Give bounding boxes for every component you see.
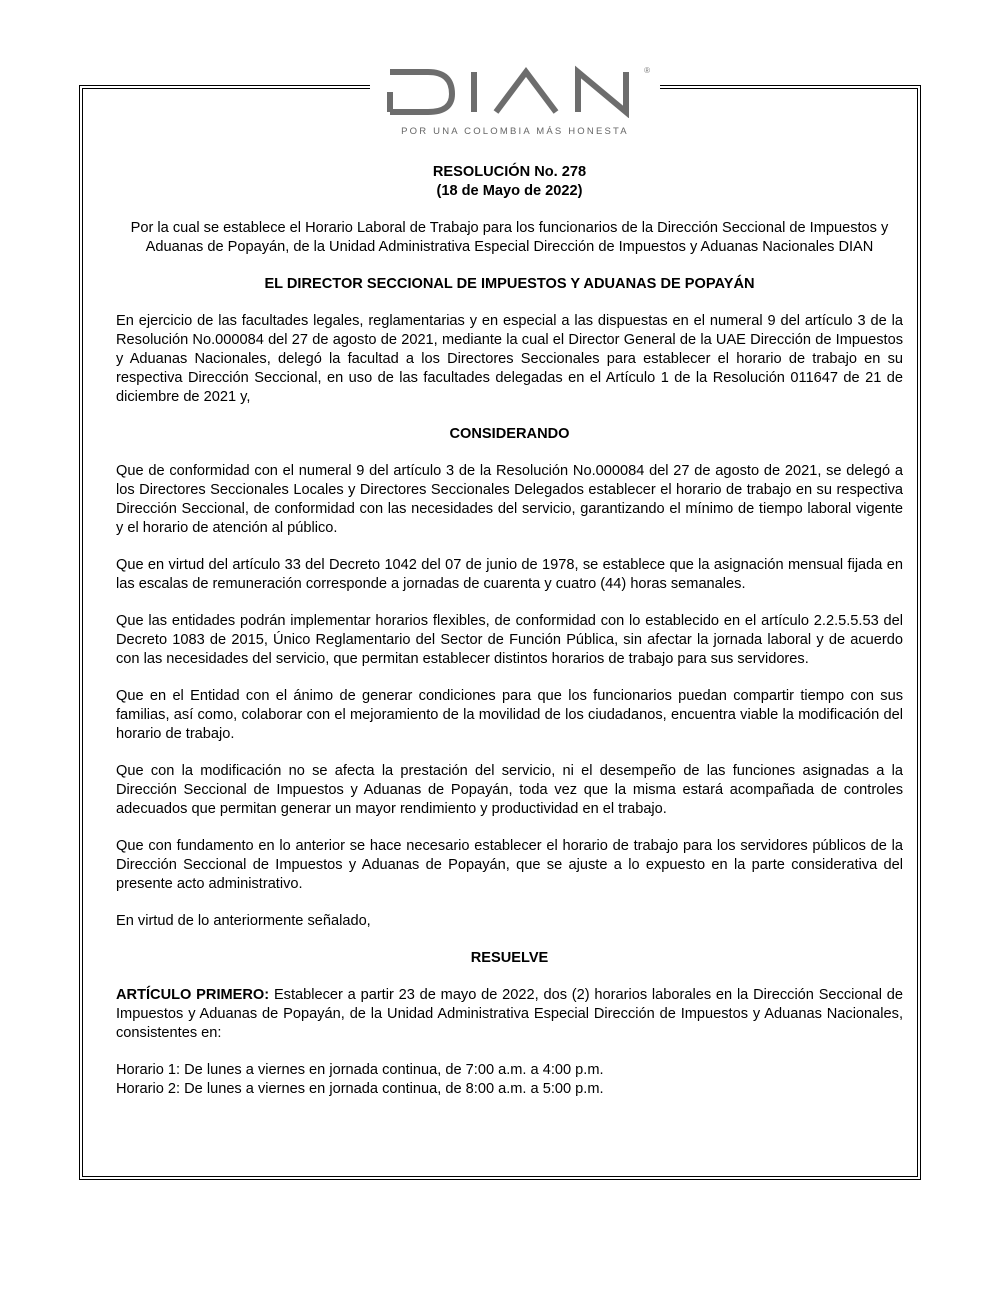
preamble-paragraph: En ejercicio de las facultades legales, reglamentarias y en especial a las dispuestas en el numeral 9 del artículo 3 de la Resolución No.000084 del 27 de agosto de 2021, mediante la cual el Director General de la UAE Dirección de Impuestos y Aduanas Nacionales, delegó la facultad a los Directores Seccionales para establecer el horario de trabajo en su respectiva Dirección Seccional, en uso de las facultades delegadas en el Artículo 1 de la Resolución 011647 de 21 de diciembre de 2021 y,	[116, 313, 903, 405]
logo-tagline: POR UNA COLOMBIA MÁS HONESTA	[401, 126, 629, 137]
article-label: ARTÍCULO PRIMERO:	[116, 987, 270, 1003]
resolution-title: RESOLUCIÓN No. 278	[432, 164, 587, 180]
horario-1: Horario 1: De lunes a viernes en jornada continua, de 7:00 a.m. a 4:00 p.m.	[116, 1062, 604, 1078]
considerando-paragraph: Que las entidades podrán implementar horarios flexibles, de conformidad con lo establecido en el artículo 2.2.5.5.53 del Decreto 1083 de 2015, Único Reglamentario del Sector de Función Pública, sin afectar la jornada laboral y de acuerdo con las necesidades del servicio, que permitan establecer distintos horarios de trabajo para sus servidores.	[116, 613, 903, 667]
resolution-date: (18 de Mayo de 2022)	[436, 183, 583, 199]
considerando-paragraph: Que con la modificación no se afecta la prestación del servicio, ni el desempeño de las funciones asignadas a la Dirección Seccional de Impuestos y Aduanas de Popayán, toda vez que la misma estará acompañada de controles adecuados que permitan generar un mayor rendimiento y productividad en el trabajo.	[116, 763, 903, 817]
article-text: Establecer a partir 23 de mayo de 2022, dos (2) horarios laborales en la Dirección Seccional de Impuestos y Aduanas de Popayán, de la Unidad Administrativa Especial Dirección de Impuestos y Aduanas Nacionales, consistentes en:	[116, 987, 903, 1041]
considerando-paragraph: Que con fundamento en lo anterior se hace necesario establecer el horario de trabajo para los servidores públicos de la Dirección Seccional de Impuestos y Aduanas de Popayán, que se ajuste a lo expuesto en la parte considerativa del presente acto administrativo.	[116, 838, 903, 892]
article-primero	[116, 986, 903, 1043]
registered-mark: ®	[644, 66, 650, 75]
authority-heading: EL DIRECTOR SECCIONAL DE IMPUESTOS Y ADUANAS DE POPAYÁN	[264, 276, 755, 292]
considerando-heading: CONSIDERANDO	[449, 426, 570, 442]
resolution-summary: Por la cual se establece el Horario Laboral de Trabajo para los funcionarios de la Dirección Seccional de Impuestos y Aduanas de Popayán, de la Unidad Administrativa Especial Dirección de Impuestos y Aduanas Nacionales DIAN	[130, 220, 889, 255]
dian-wordmark-icon	[380, 62, 650, 118]
considerando-paragraph: Que en virtud del artículo 33 del Decreto 1042 del 07 de junio de 1978, se establece que la asignación mensual fijada en las escalas de remuneración corresponde a jornadas de cuarenta y cuatro (44) horas semanales.	[116, 557, 903, 592]
dian-logo	[370, 62, 660, 142]
considerando-closing: En virtud de lo anteriormente señalado,	[116, 913, 371, 929]
resolution-body	[116, 163, 903, 1099]
considerando-paragraph: Que de conformidad con el numeral 9 del artículo 3 de la Resolución No.000084 del 27 de agosto de 2021, se delegó a los Directores Seccionales Locales y Directores Seccionales Delegados establecer el horario de trabajo en su respectiva Dirección Seccional, de conformidad con las necesidades del servicio, garantizando el mínimo de tiempo laboral vigente y el horario de atención al público.	[116, 463, 903, 536]
resuelve-heading: RESUELVE	[470, 950, 549, 966]
horario-2: Horario 2: De lunes a viernes en jornada continua, de 8:00 a.m. a 5:00 p.m.	[116, 1081, 604, 1097]
considerando-paragraph: Que en el Entidad con el ánimo de generar condiciones para que los funcionarios puedan compartir tiempo con sus familias, así como, colaborar con el mejoramiento de la movilidad de los ciudadanos, encuentra viable la modificación del horario de trabajo.	[116, 688, 903, 742]
